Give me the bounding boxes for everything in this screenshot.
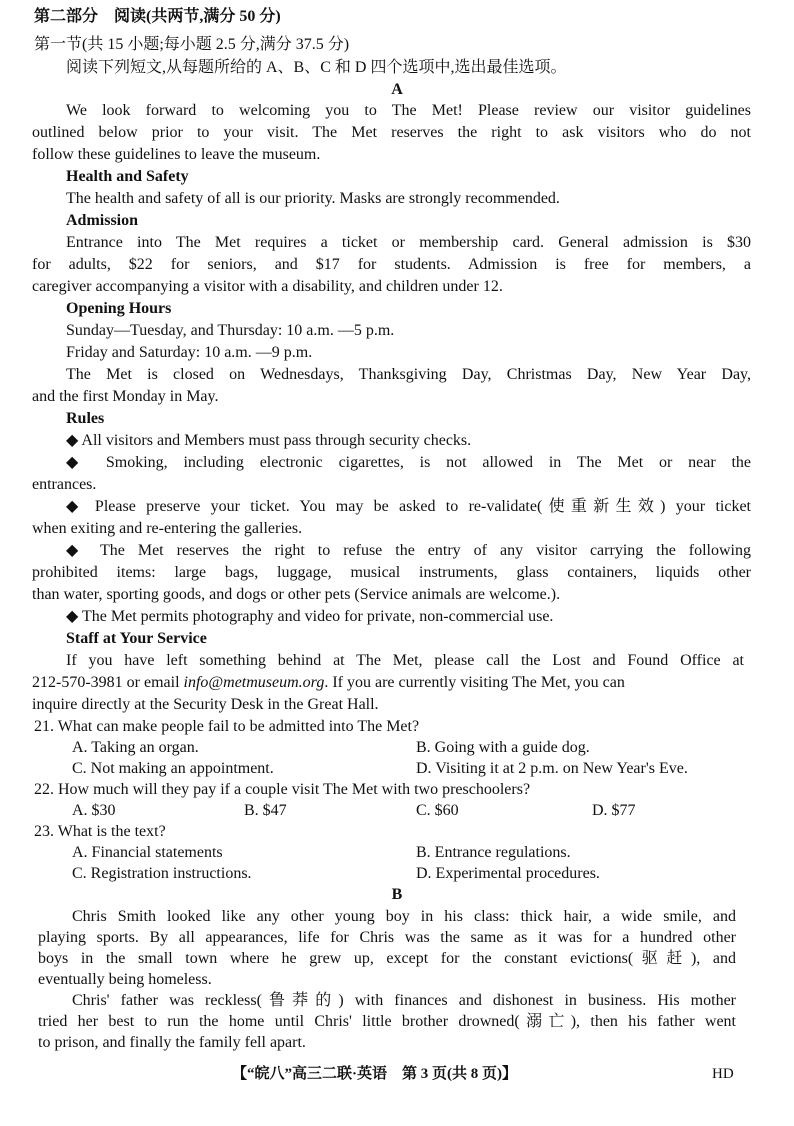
q22-option-d: D. $77 — [592, 802, 636, 819]
part-title: 第二部分 阅读(共两节,满分 50 分) — [34, 8, 281, 25]
intro-line-3: follow these guidelines to leave the museum. — [32, 146, 321, 163]
q23-option-a: A. Financial statements — [72, 844, 223, 861]
sub-title: 第一节(共 15 小题;每小题 2.5 分,满分 37.5 分) — [34, 36, 350, 53]
q23-option-d: D. Experimental procedures. — [416, 865, 600, 882]
staff-line-1: If you have left something behind at The Met, please call the Lost and Found Office at — [66, 652, 744, 669]
staff-heading: Staff at Your Service — [66, 630, 207, 647]
staff-line-3: inquire directly at the Security Desk in the Great Hall. — [32, 696, 379, 713]
q21-option-c: C. Not making an appointment. — [72, 760, 274, 777]
page-footer: 【“皖八”高三二联·英语 第 3 页(共 8 页)】 — [232, 1066, 517, 1082]
q21-option-b: B. Going with a guide dog. — [416, 739, 590, 756]
q23-option-c: C. Registration instructions. — [72, 865, 252, 882]
admission-line-3: caregiver accompanying a visitor with a disability, and children under 12. — [32, 278, 503, 295]
staff-line-2-end: . If you are currently visiting The Met, you can — [324, 674, 625, 691]
question-21: 21. What can make people fail to be admitted into The Met? — [34, 718, 420, 735]
hours-line-2: Friday and Saturday: 10 a.m. —9 p.m. — [66, 344, 313, 361]
rule-line-8: than water, sporting goods, and dogs or other pets (Service animals are welcome.). — [32, 586, 561, 603]
q22-option-a: A. $30 — [72, 802, 116, 819]
question-23: 23. What is the text? — [34, 823, 166, 840]
q23-option-b: B. Entrance regulations. — [416, 844, 571, 861]
passage-b-line-3: boys in the small town where he grew up, except for the constant evictions(驱赶), and — [38, 950, 736, 967]
passage-b-line-2: playing sports. By all appearances, life for Chris was the same as it was for a hundred other — [38, 929, 736, 946]
instruction: 阅读下列短文,从每题所给的 A、B、C 和 D 四个选项中,选出最佳选项。 — [66, 59, 567, 76]
hours-line-3: The Met is closed on Wednesdays, Thanksgiving Day, Christmas Day, New Year Day, — [66, 366, 751, 383]
hours-line-4: and the first Monday in May. — [32, 388, 219, 405]
passage-b-line-7: to prison, and finally the family fell apart. — [38, 1034, 306, 1051]
admission-line-2: for adults, $22 for seniors, and $17 for students. Admission is free for members, a — [32, 256, 751, 273]
question-22: 22. How much will they pay if a couple visit The Met with two preschoolers? — [34, 781, 531, 798]
email-link[interactable]: info@metmuseum.org — [183, 674, 325, 691]
hours-line-1: Sunday—Tuesday, and Thursday: 10 a.m. —5 p.m. — [66, 322, 395, 339]
rule-line-3: entrances. — [32, 476, 97, 493]
rule-line-2: ◆ Smoking, including electronic cigarettes, is not allowed in The Met or near the — [66, 454, 751, 471]
health-text: The health and safety of all is our priority. Masks are strongly recommended. — [66, 190, 560, 207]
rule-line-6: ◆ The Met reserves the right to refuse the entry of any visitor carrying the following — [66, 542, 751, 559]
passage-b-line-6: tried her best to run the home until Chris' little brother drowned(溺亡), then his father went — [38, 1013, 736, 1030]
rule-line-7: prohibited items: large bags, luggage, musical instruments, glass containers, liquids other — [32, 564, 751, 581]
intro-line-2: outlined below prior to your visit. The Met reserves the right to ask visitors who do not — [32, 124, 751, 141]
health-heading: Health and Safety — [66, 168, 189, 185]
q21-option-a: A. Taking an organ. — [72, 739, 199, 756]
rule-line-4: ◆ Please preserve your ticket. You may be asked to re-validate(使重新生效) your ticket — [66, 498, 751, 515]
intro-line-1: We look forward to welcoming you to The Met! Please review our visitor guidelines — [66, 102, 751, 119]
hours-heading: Opening Hours — [66, 300, 172, 317]
admission-line-1: Entrance into The Met requires a ticket or membership card. General admission is $30 — [66, 234, 751, 251]
passage-a-label: A — [391, 81, 403, 98]
admission-heading: Admission — [66, 212, 139, 229]
staff-line-2-start: 212-570-3981 or email — [32, 674, 184, 691]
rules-heading: Rules — [66, 410, 105, 427]
q22-option-c: C. $60 — [416, 802, 459, 819]
footer-code: HD — [712, 1066, 734, 1082]
passage-b-label: B — [391, 886, 403, 903]
passage-b-line-1: Chris Smith looked like any other young boy in his class: thick hair, a wide smile, and — [72, 908, 736, 925]
rule-line-5: when exiting and re-entering the galleries. — [32, 520, 303, 537]
q22-option-b: B. $47 — [244, 802, 287, 819]
rule-line-1: ◆ All visitors and Members must pass through security checks. — [66, 432, 472, 449]
rule-line-9: ◆ The Met permits photography and video for private, non-commercial use. — [66, 608, 554, 625]
q21-option-d: D. Visiting it at 2 p.m. on New Year's Eve. — [416, 760, 688, 777]
passage-b-line-5: Chris' father was reckless(鲁莽的) with finances and dishonest in business. His mother — [72, 992, 736, 1009]
passage-b-line-4: eventually being homeless. — [38, 971, 212, 988]
staff-line-2 — [32, 672, 625, 693]
